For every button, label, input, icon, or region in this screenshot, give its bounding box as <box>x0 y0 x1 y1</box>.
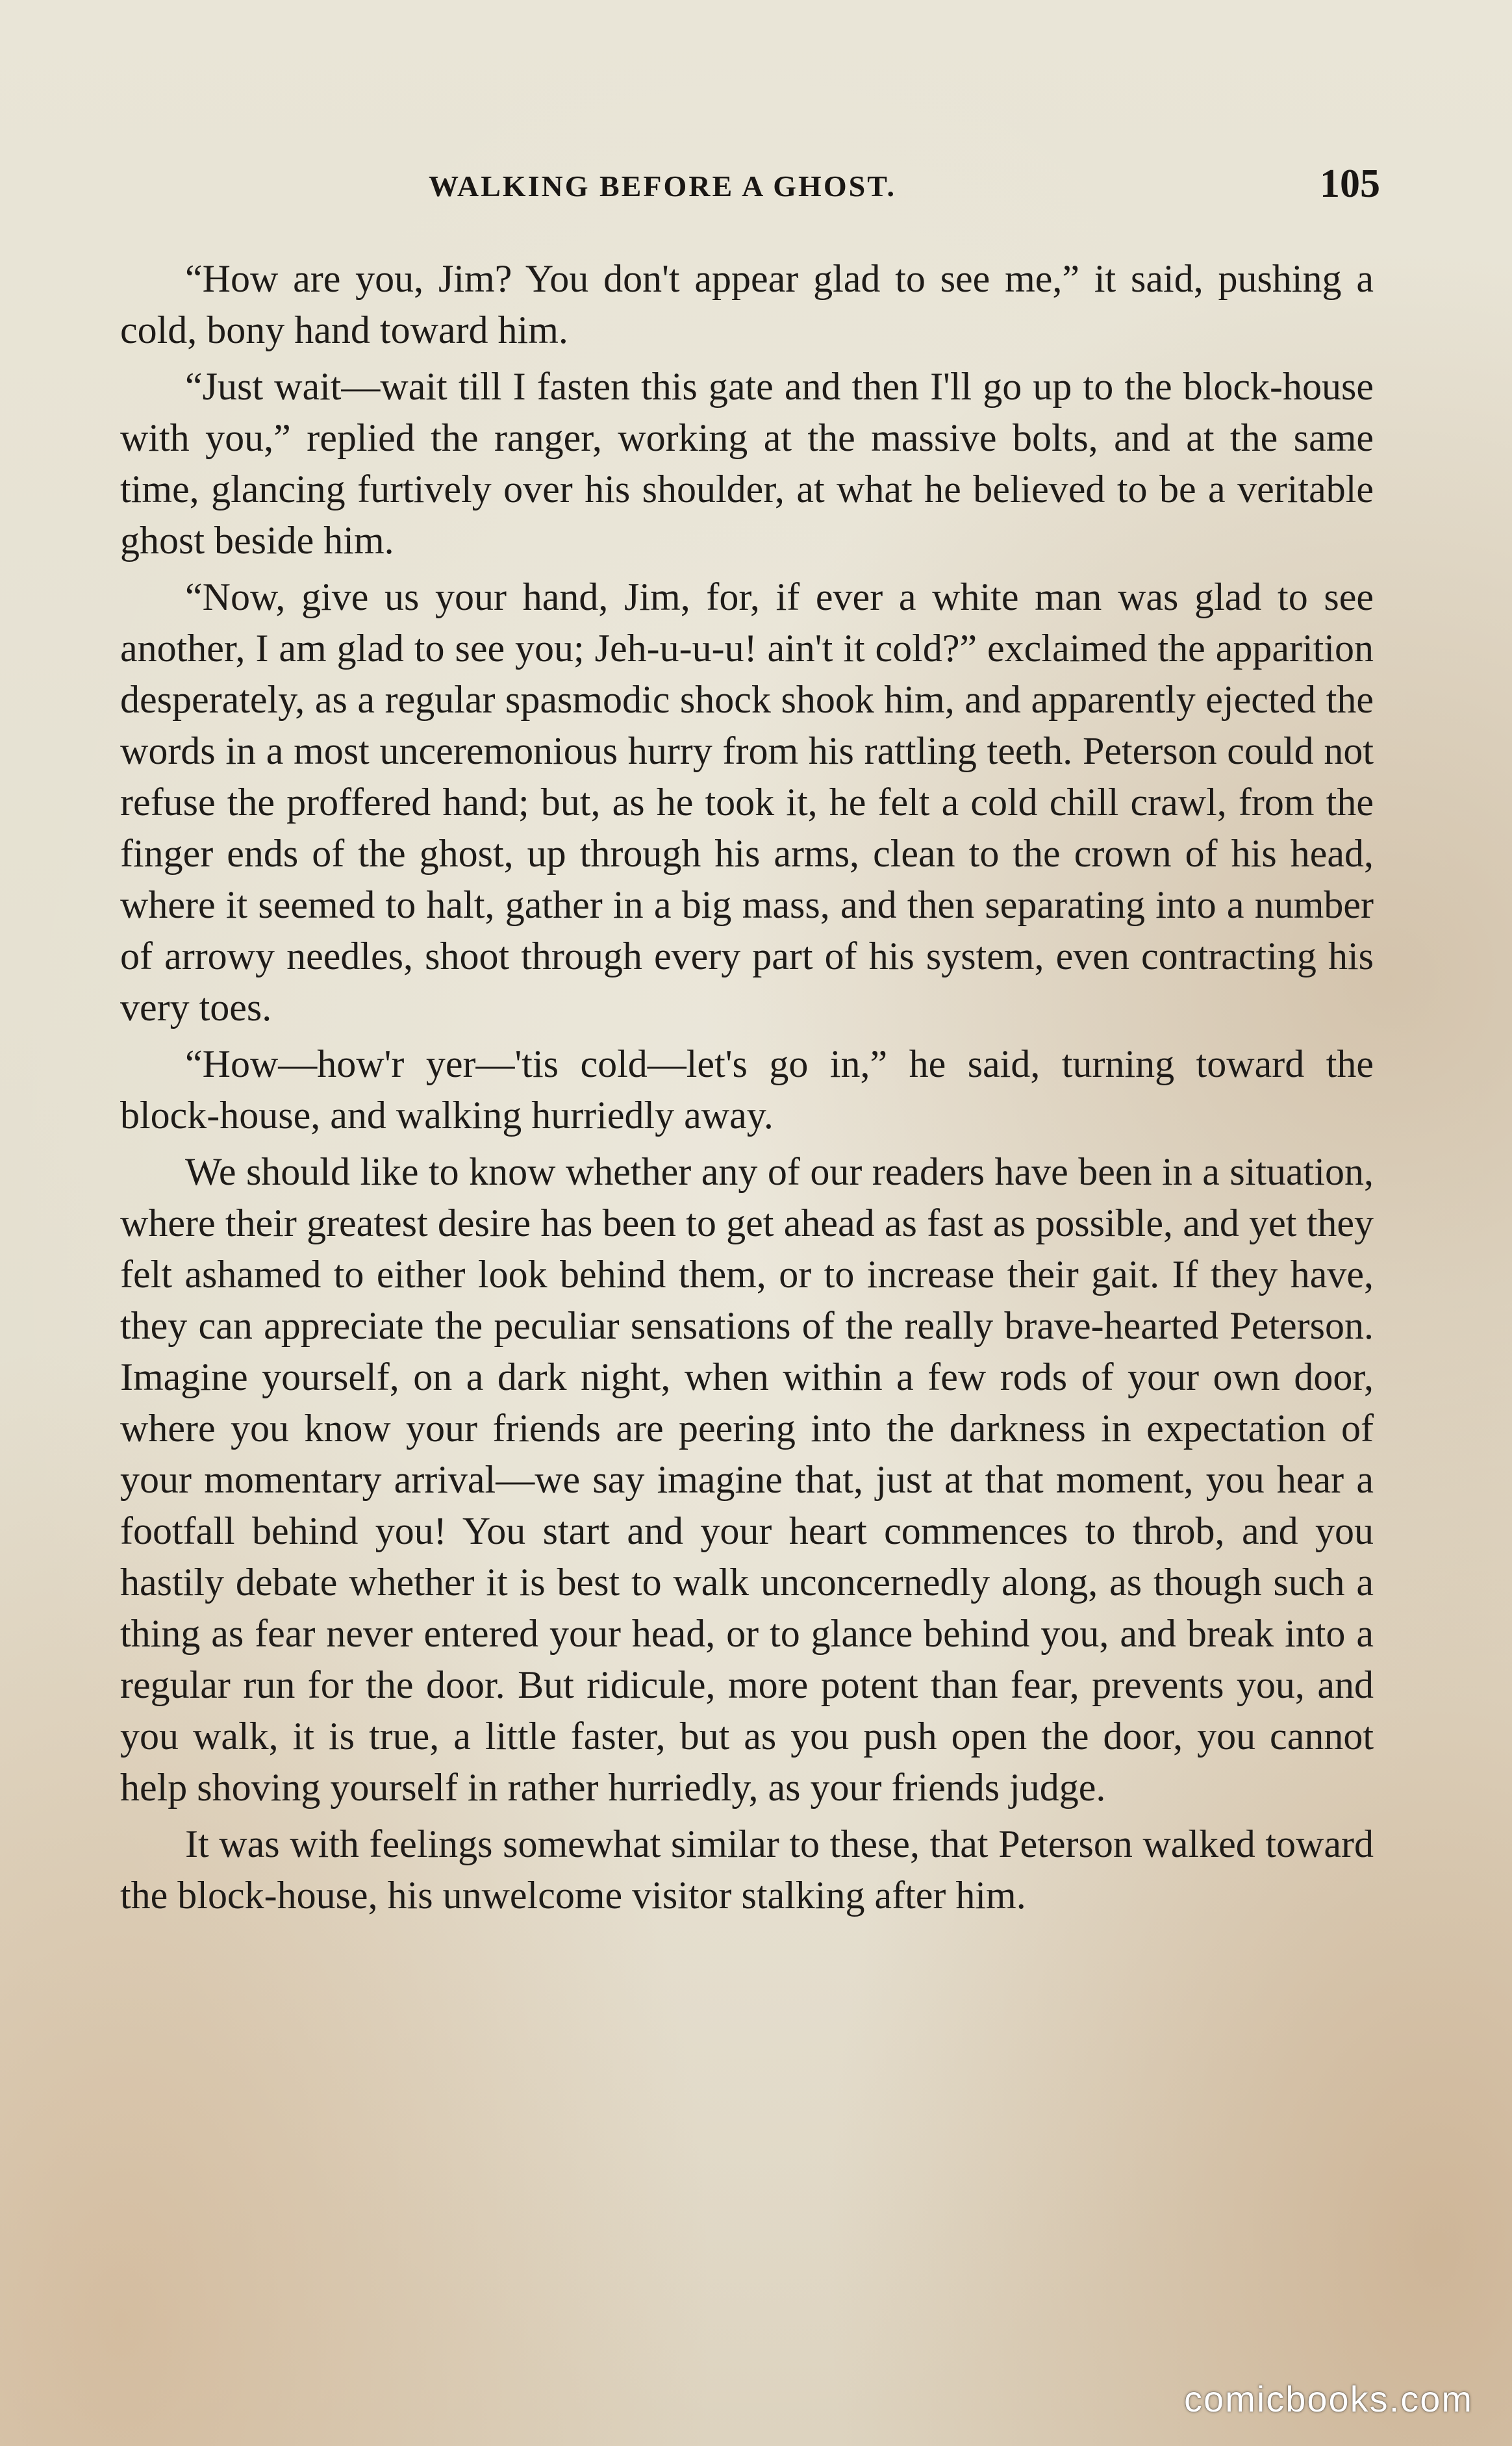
running-head: WALKING BEFORE A GHOST. <box>429 170 896 203</box>
paragraph: “How—how'r yer—'tis cold—let's go in,” he said, turning toward the block-house, and walking hurriedly away. <box>120 1042 1374 1137</box>
paragraph: “Now, give us your hand, Jim, for, if ever a white man was glad to see another, I am glad to see you; Jeh-u-u-u! ain't it cold?” exclaimed the apparition desperately, as a regular spasmodic shock shook him, and apparently ejected the words in a most unceremonious hurry from his rattling teeth. Peterson could not refuse the proffered hand; but, as he took it, he felt a cold chill crawl, from the finger ends of the ghost, up through his arms, clean to the crown of his head, where it seemed to halt, gather in a big mass, and then separating into a number of arrowy needles, shoot through every part of his system, even contracting his very toes. <box>120 575 1374 1029</box>
paragraph: It was with feelings somewhat similar to these, that Peterson walked toward the block-house, his unwelcome visitor stalking after him. <box>120 1822 1374 1917</box>
book-page <box>120 156 1380 2377</box>
body-text <box>120 253 1374 1921</box>
paragraph: We should like to know whether any of our readers have been in a situation, where their greatest desire has been to get ahead as fast as possible, and yet they felt ashamed to either look behind them, or to increase their gait. If they have, they can appreciate the peculiar sensations of the really brave-hearted Peterson. Imagine yourself, on a dark night, when within a few rods of your own door, where you know your friends are peering into the darkness in expectation of your momentary arrival—we say imagine that, just at that moment, you hear a footfall behind you! You start and your heart commences to throb, and you hastily debate whether it is best to walk unconcernedly along, as though such a thing as fear never entered your head, or to glance behind you, and break into a regular run for the door. But ridicule, more potent than fear, prevents you, and you walk, it is true, a little faster, but as you push open the door, you cannot help shoving yourself in rather hurriedly, as your friends judge. <box>120 1150 1374 1809</box>
paragraph: “Just wait—wait till I fasten this gate and then I'll go up to the block-house with you,” replied the ranger, working at the massive bolts, and at the same time, glancing furtively over his shoulder, at what he believed to be a veritable ghost beside him. <box>120 365 1374 562</box>
watermark: comicbooks.com <box>1183 2378 1473 2419</box>
paragraph: “How are you, Jim? You don't appear glad to see me,” it said, pushing a cold, bony hand toward him. <box>120 257 1374 351</box>
page-header <box>120 156 1380 214</box>
page-number: 105 <box>1320 162 1380 206</box>
